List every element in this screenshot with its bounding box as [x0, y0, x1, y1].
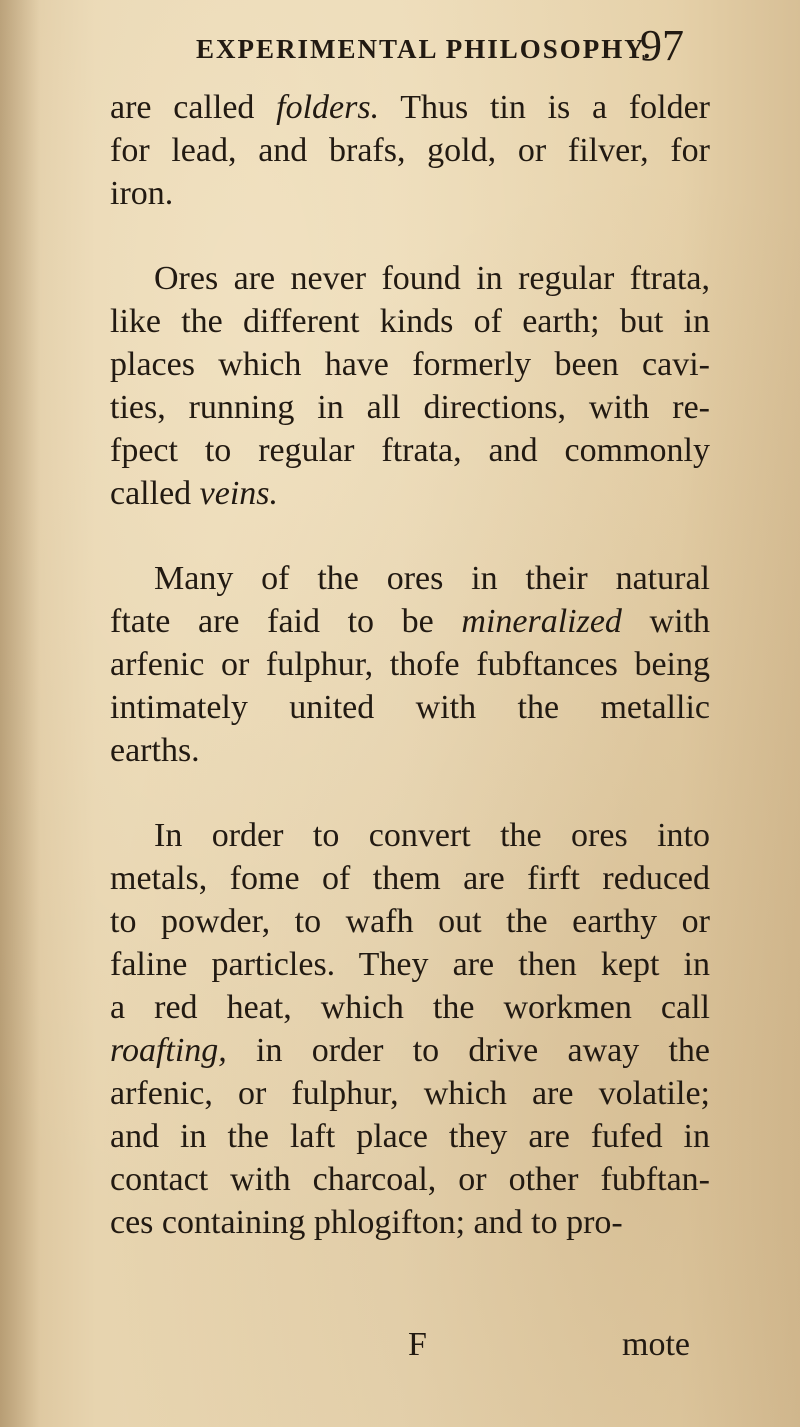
text-line	[110, 1158, 710, 1201]
text-segment: ties, running in all directions, with re-	[110, 389, 710, 426]
text-line	[110, 686, 710, 729]
paragraph-gap	[110, 215, 710, 257]
text-line	[110, 86, 710, 129]
text-segment: in order to drive away the	[226, 1032, 710, 1069]
text-line	[110, 986, 710, 1029]
text-line	[110, 557, 710, 600]
text-segment: faline particles. They are then kept in	[110, 946, 710, 983]
text-segment: Many of the ores in their natural	[154, 560, 710, 597]
text-line	[110, 729, 710, 772]
text-line	[110, 600, 710, 643]
text-line	[110, 900, 710, 943]
paragraph	[110, 814, 710, 1244]
text-segment: contact with charcoal, or other fubftan-	[110, 1161, 710, 1198]
text-segment: In order to convert the ores into	[154, 817, 710, 854]
text-segment: intimately united with the metallic	[110, 689, 710, 726]
page-number: 97	[640, 21, 684, 70]
paragraph	[110, 257, 710, 515]
signature-mark: F	[408, 1326, 427, 1363]
italic-term: roafting,	[110, 1032, 227, 1069]
text-line	[110, 1115, 710, 1158]
running-head: EXPERIMENTAL PHILOSOPHY.	[196, 34, 653, 64]
text-segment: ftate are faid to be	[110, 603, 462, 640]
text-line	[110, 300, 710, 343]
text-segment: earths.	[110, 732, 200, 769]
text-segment: like the different kinds of earth; but in	[110, 303, 710, 340]
text-segment: with	[621, 603, 711, 640]
text-line	[110, 857, 710, 900]
text-line	[110, 643, 710, 686]
text-line	[110, 943, 710, 986]
text-line	[110, 257, 710, 300]
text-segment: ces containing phlogifton; and to pro-	[110, 1204, 623, 1241]
paragraph	[110, 86, 710, 215]
text-segment: iron.	[110, 175, 174, 212]
text-segment: called	[110, 475, 200, 512]
text-line	[110, 1072, 710, 1115]
text-line	[110, 814, 710, 857]
text-segment: are called	[110, 89, 277, 126]
text-segment: for lead, and brafs, gold, or filver, for	[110, 132, 710, 169]
text-line	[110, 1029, 710, 1072]
text-segment: arfenic, or fulphur, which are volatile;	[110, 1075, 710, 1112]
text-line	[110, 1201, 710, 1244]
text-segment: and in the laft place they are fufed in	[110, 1118, 710, 1155]
text-line	[110, 429, 710, 472]
text-segment: fpect to regular ftrata, and commonly	[110, 432, 710, 469]
paragraph	[110, 557, 710, 772]
text-segment: to powder, to wafh out the earthy or	[110, 903, 710, 940]
text-segment: metals, fome of them are firft reduced	[110, 860, 710, 897]
text-line	[110, 472, 710, 515]
text-segment: a red heat, which the workmen call	[110, 989, 710, 1026]
text-line	[110, 343, 710, 386]
italic-term: mineralized	[461, 603, 622, 640]
text-segment: Thus tin is a folder	[379, 89, 710, 126]
paragraph-gap	[110, 772, 710, 814]
text-segment: places which have formerly been cavi-	[110, 346, 710, 383]
text-segment: Ores are never found in regular ftrata,	[154, 260, 710, 297]
text-line	[110, 129, 710, 172]
italic-term: veins.	[199, 475, 279, 512]
text-line	[110, 172, 710, 215]
catchword: mote	[622, 1326, 690, 1363]
italic-term: folders.	[276, 89, 380, 126]
text-line	[110, 386, 710, 429]
gutter-shadow	[0, 0, 40, 1427]
text-segment: arfenic or fulphur, thofe fubftances being	[110, 646, 710, 683]
paragraph-gap	[110, 515, 710, 557]
body-text	[110, 86, 710, 1244]
